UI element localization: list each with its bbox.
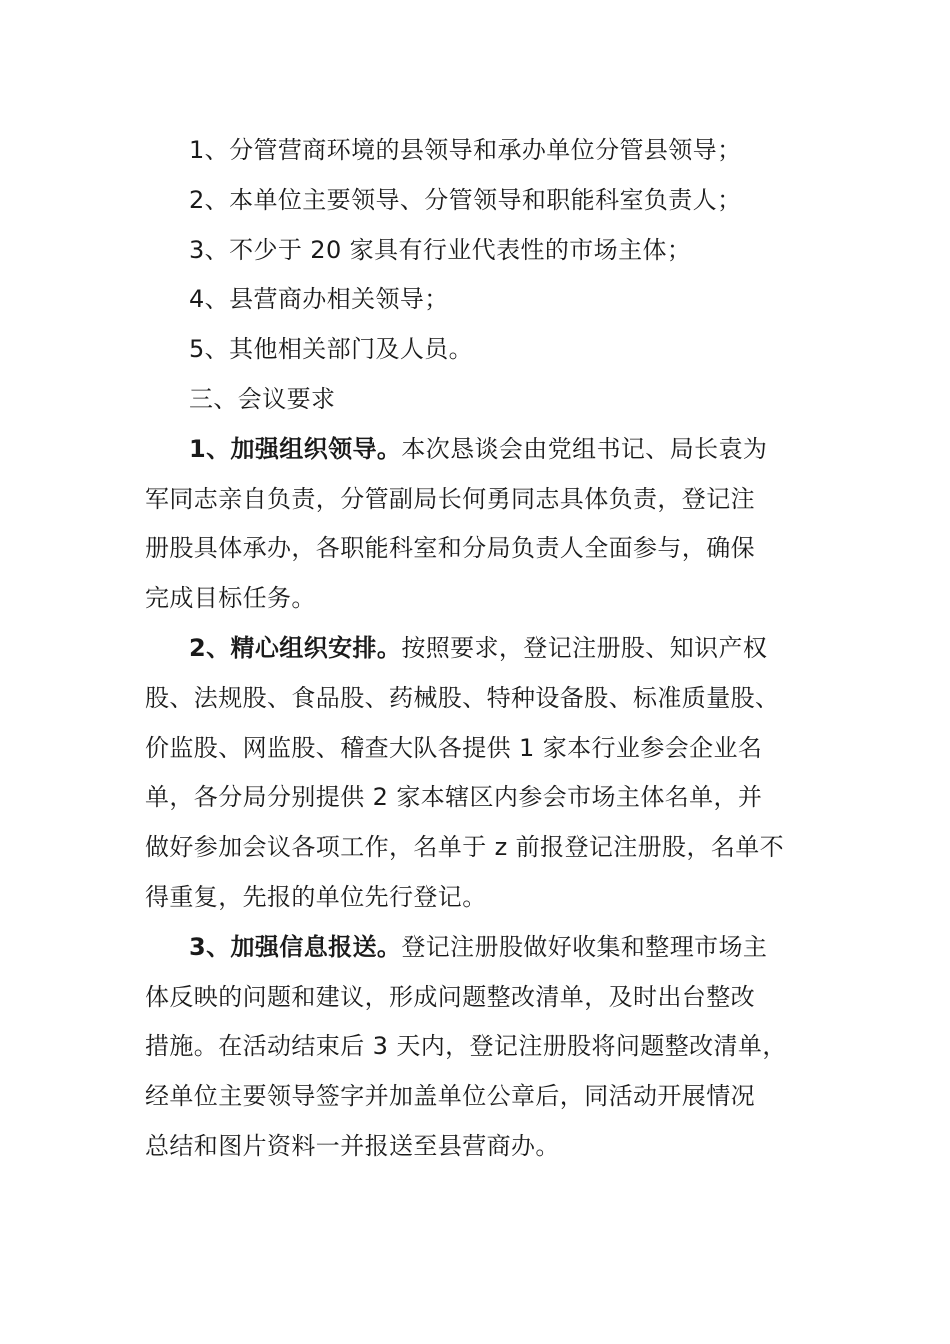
paragraph-line: 完成目标任务。: [145, 584, 316, 613]
paragraph-reporting: [145, 923, 810, 1172]
paragraph-line: 措施。在活动结束后 3 天内，登记注册股将问题整改清单，: [145, 1032, 787, 1061]
paragraph-line: 单，各分局分别提供 2 家本辖区内参会市场主体名单，并: [145, 783, 763, 812]
paragraph-line: 经单位主要领导签字并加盖单位公章后，同活动开展情况: [145, 1082, 755, 1111]
paragraph-text: 本次恳谈会由党组书记、局长袁为: [401, 434, 768, 463]
paragraph-line: 做好参加会议各项工作，名单于 z 前报登记注册股，名单不: [145, 833, 785, 862]
section-heading: 三、会议要求: [189, 384, 336, 413]
paragraph-arrangement: [145, 624, 810, 923]
paragraph-text: 按照要求，登记注册股、知识产权: [401, 633, 768, 662]
paragraph-first-line: [145, 624, 810, 674]
paragraph-lead: 2、精心组织安排。: [189, 633, 402, 662]
paragraph-line: 军同志亲自负责，分管副局长何勇同志具体负责，登记注: [145, 484, 755, 513]
list-item: 3、不少于 20 家具有行业代表性的市场主体；: [189, 235, 692, 264]
paragraph-first-line: [145, 923, 810, 973]
list-item: 1、分管营商环境的县领导和承办单位分管县领导；: [189, 136, 742, 164]
list-item: 4、县营商办相关领导；: [189, 285, 449, 314]
paragraph-text: 登记注册股做好收集和整理市场主: [401, 932, 768, 961]
document-body: [145, 126, 810, 1172]
paragraph-lead: 1、加强组织领导。: [189, 434, 402, 463]
paragraph-lead: 3、加强信息报送。: [189, 932, 402, 961]
paragraph-line: 价监股、网监股、稽查大队各提供 1 家本行业参会企业名: [145, 733, 763, 762]
paragraph-first-line: [145, 425, 810, 475]
paragraph-line: 体反映的问题和建议，形成问题整改清单，及时出台整改: [145, 982, 755, 1011]
list-item: 5、其他相关部门及人员。: [189, 335, 474, 364]
list-item: 2、本单位主要领导、分管领导和职能科室负责人；: [189, 185, 742, 214]
paragraph-organization: [145, 425, 810, 624]
paragraph-line: 册股具体承办，各职能科室和分局负责人全面参与，确保: [145, 534, 755, 563]
paragraph-line: 总结和图片资料一并报送至县营商办。: [145, 1131, 560, 1160]
paragraph-line: 股、法规股、食品股、药械股、特种设备股、标准质量股、: [145, 683, 780, 712]
paragraph-line: 得重复，先报的单位先行登记。: [145, 882, 487, 911]
